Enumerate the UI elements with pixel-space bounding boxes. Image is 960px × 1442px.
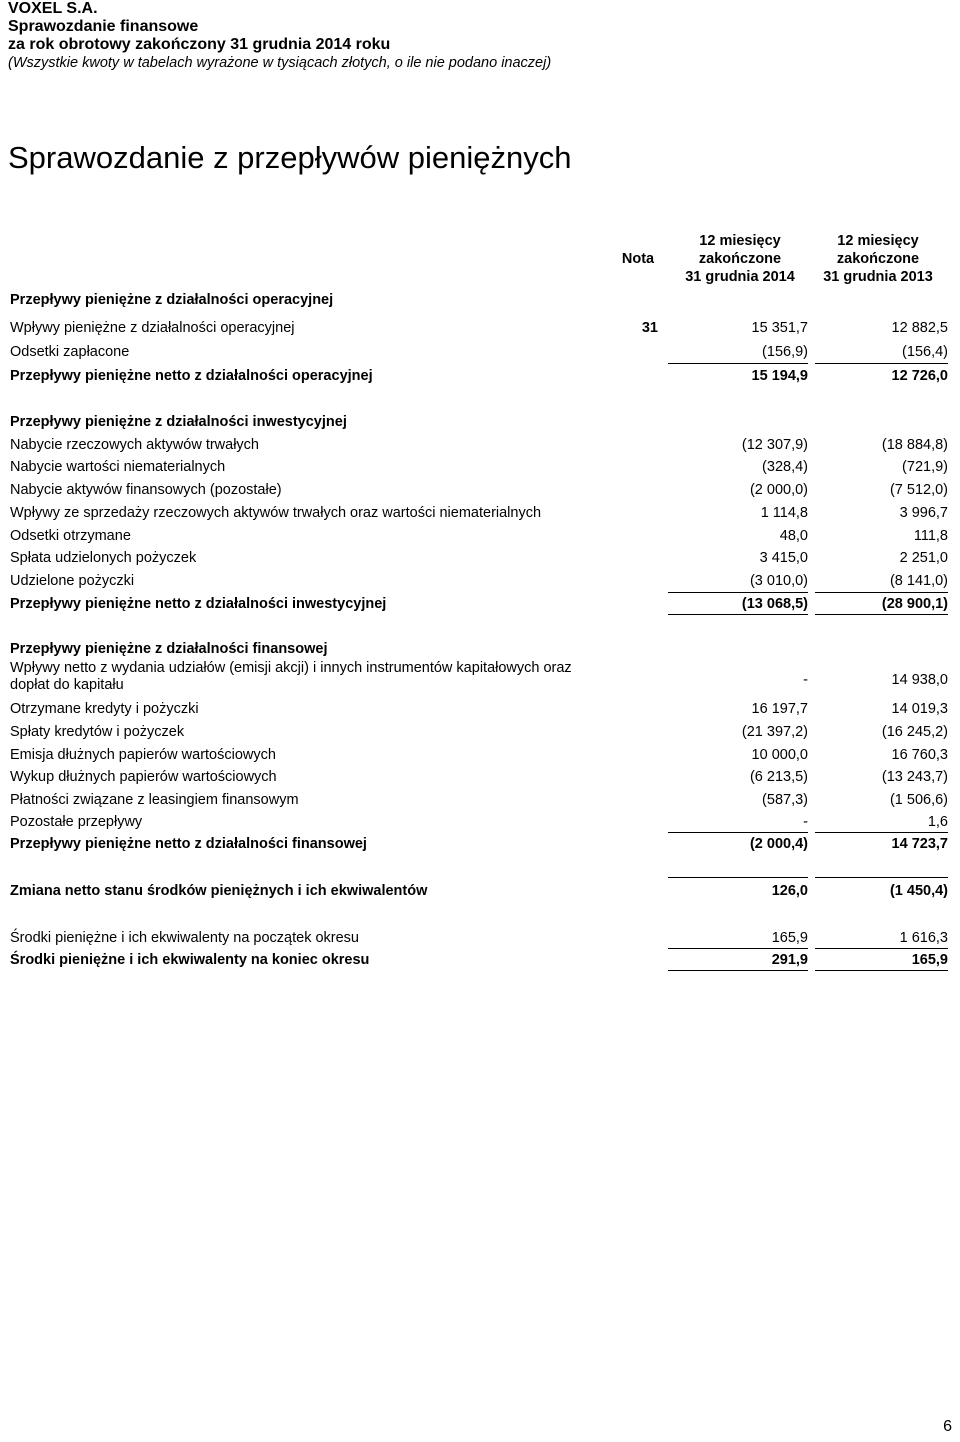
page-title: Sprawozdanie z przepływów pieniężnych [8, 140, 572, 175]
row-label: Przepływy pieniężne netto z działalności finansowej [10, 836, 367, 852]
report-period: za rok obrotowy zakończony 31 grudnia 2014 roku [8, 36, 391, 53]
amounts-note: (Wszystkie kwoty w tabelach wyrażone w tysiącach złotych, o ile nie podano inaczej) [8, 55, 552, 71]
row-label: Nabycie rzeczowych aktywów trwałych [10, 437, 259, 453]
column-header-line: zakończone [698, 251, 782, 267]
table-row [10, 788, 948, 810]
row-label: Spłaty kredytów i pożyczek [10, 724, 185, 740]
subtotal-rule [815, 877, 948, 878]
row-label: Wpływy pieniężne z działalności operacyjnej [10, 320, 295, 336]
row-label: Płatności związane z leasingiem finansowym [10, 792, 299, 808]
value-2013: (18 884,8) [881, 437, 948, 453]
table-row [10, 455, 948, 477]
row-label-line: Wpływy netto z wydania udziałów (emisji akcji) i innych instrumentów kapitałowych oraz [10, 660, 572, 676]
row-label: Przepływy pieniężne z działalności operacyjnej [10, 292, 334, 308]
value-2014: 3 415,0 [759, 550, 808, 566]
row-label: Przepływy pieniężne netto z działalności operacyjnej [10, 368, 373, 384]
value-2014: (2 000,0) [749, 482, 808, 498]
value-2013: (1 450,4) [889, 883, 948, 899]
row-label: Nabycie wartości niematerialnych [10, 459, 226, 475]
value-2014: 48,0 [779, 528, 808, 544]
value-2014: 15 351,7 [751, 320, 808, 336]
value-2013: 14 723,7 [891, 836, 948, 852]
total-rule [815, 614, 948, 615]
table-row-total [10, 592, 948, 614]
row-label: Odsetki otrzymane [10, 528, 131, 544]
value-2013: 165,9 [911, 952, 948, 968]
value-2014: (21 397,2) [741, 724, 808, 740]
value-2013: (13 243,7) [881, 769, 948, 785]
table-row-total [10, 948, 948, 970]
row-label: Przepływy pieniężne netto z działalności inwestycyjnej [10, 596, 387, 612]
company-name: VOXEL S.A. [8, 0, 98, 17]
value-2013: 2 251,0 [899, 550, 948, 566]
value-2014: (587,3) [762, 792, 808, 808]
value-2013: 1,6 [927, 814, 948, 830]
row-label: Pozostałe przepływy [10, 814, 143, 830]
total-rule [668, 970, 808, 971]
value-2013: (7 512,0) [889, 482, 948, 498]
table-row [10, 656, 948, 696]
row-label: Środki pieniężne i ich ekwiwalenty na koniec okresu [10, 952, 370, 968]
value-2013: 14 019,3 [891, 701, 948, 717]
value-2013: (721,9) [902, 459, 948, 475]
value-2014: (6 213,5) [749, 769, 808, 785]
table-row [10, 501, 948, 523]
total-rule [668, 614, 808, 615]
row-label: Przepływy pieniężne z działalności inwestycyjnej [10, 414, 347, 430]
row-nota: 31 [641, 320, 658, 336]
table-row [10, 340, 948, 362]
value-2013: (1 506,6) [889, 792, 948, 808]
value-2014: 15 194,9 [751, 368, 808, 384]
value-2014: 165,9 [771, 930, 808, 946]
value-2014: (13 068,5) [741, 596, 808, 612]
row-label: Odsetki zapłacone [10, 344, 130, 360]
row-label: Udzielone pożyczki [10, 573, 135, 589]
row-label: Otrzymane kredyty i pożyczki [10, 701, 199, 717]
row-label: Przepływy pieniężne z działalności finansowej [10, 641, 328, 657]
value-2013: 12 882,5 [891, 320, 948, 336]
table-row [10, 316, 948, 338]
row-label-line: dopłat do kapitału [10, 677, 124, 693]
table-row [10, 546, 948, 568]
column-header-nota: Nota [621, 251, 655, 267]
value-2013: 3 996,7 [899, 505, 948, 521]
table-row-net-change [10, 879, 948, 901]
subtotal-rule [668, 877, 808, 878]
value-2014: 126,0 [771, 883, 808, 899]
column-header-line: zakończone [836, 251, 920, 267]
table-row [10, 697, 948, 719]
value-2013: 12 726,0 [891, 368, 948, 384]
table-row [10, 926, 948, 948]
value-2014: (12 307,9) [741, 437, 808, 453]
value-2014: 291,9 [771, 952, 808, 968]
section-heading-operating [10, 288, 948, 310]
value-2013: 1 616,3 [899, 930, 948, 946]
value-2013: 16 760,3 [891, 747, 948, 763]
section-heading-investing [10, 410, 948, 432]
value-2014: (2 000,4) [749, 836, 808, 852]
report-name: Sprawozdanie finansowe [8, 18, 199, 35]
value-2014: (3 010,0) [749, 573, 808, 589]
table-row-total [10, 364, 948, 386]
column-header-2013 [798, 232, 958, 286]
value-2014: 1 114,8 [760, 505, 808, 521]
value-2013: (16 245,2) [881, 724, 948, 740]
row-label [10, 660, 572, 694]
value-2014: 16 197,7 [751, 701, 808, 717]
row-label: Wykup dłużnych papierów wartościowych [10, 769, 277, 785]
table-row [10, 433, 948, 455]
table-row [10, 810, 948, 832]
column-header-2014 [660, 232, 820, 286]
document-header [8, 0, 551, 72]
row-label: Spłata udzielonych pożyczek [10, 550, 197, 566]
value-2013: (8 141,0) [889, 573, 948, 589]
table-row [10, 524, 948, 546]
table-row [10, 569, 948, 591]
row-label: Nabycie aktywów finansowych (pozostałe) [10, 482, 282, 498]
table-row [10, 765, 948, 787]
value-2014: - [803, 814, 808, 830]
row-label: Emisja dłużnych papierów wartościowych [10, 747, 276, 763]
value-2014: (328,4) [762, 459, 808, 475]
total-rule [815, 970, 948, 971]
value-2013: 14 938,0 [891, 672, 948, 688]
table-row [10, 478, 948, 500]
row-label: Środki pieniężne i ich ekwiwalenty na początek okresu [10, 930, 359, 946]
value-2013: (156,4) [902, 344, 948, 360]
value-2014: - [803, 672, 808, 688]
table-row [10, 720, 948, 742]
row-label: Wpływy ze sprzedaży rzeczowych aktywów trwałych oraz wartości niematerialnych [10, 505, 542, 521]
column-header-line: 12 miesięcy [837, 233, 919, 249]
value-2013: (28 900,1) [881, 596, 948, 612]
table-row-total [10, 832, 948, 854]
value-2014: 10 000,0 [751, 747, 808, 763]
row-label: Zmiana netto stanu środków pieniężnych i ich ekwiwalentów [10, 883, 428, 899]
table-row [10, 743, 948, 765]
value-2013: 111,8 [913, 528, 948, 544]
value-2014: (156,9) [762, 344, 808, 360]
column-header-line: 31 grudnia 2013 [823, 269, 933, 285]
page-number: 6 [943, 1418, 952, 1435]
column-header-line: 12 miesięcy [699, 233, 781, 249]
column-header-line: 31 grudnia 2014 [685, 269, 795, 285]
